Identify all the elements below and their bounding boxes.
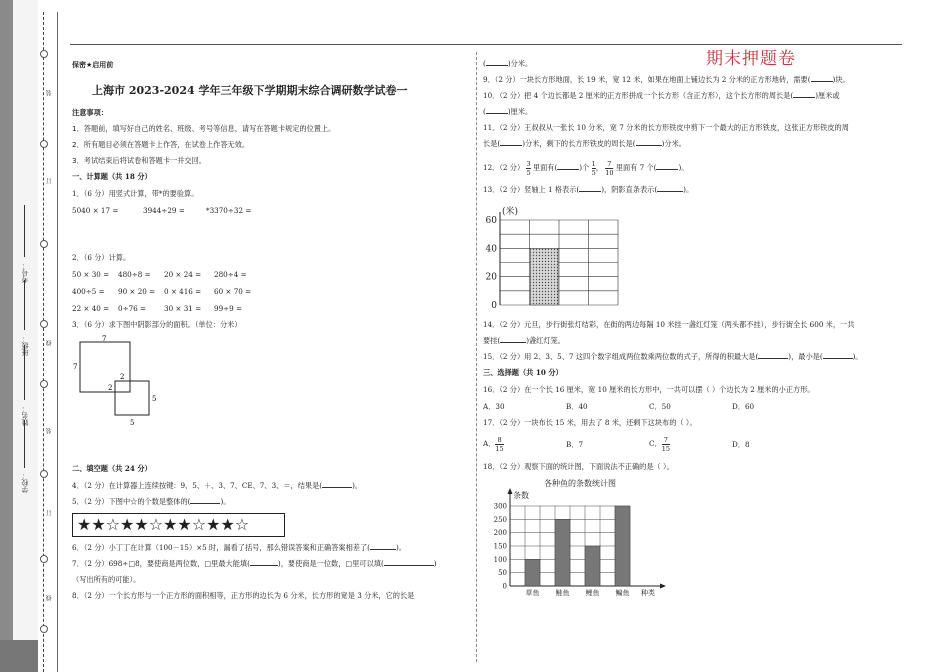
q10-line2: ( )厘米。	[483, 107, 533, 116]
question-7	[72, 559, 437, 568]
q15-text: 15．（2 分）用 2、3、5、7 这四个数字组成两位数乘两位数的式子，所得的积最大是(	[483, 352, 759, 361]
q7-text: 7．（2 分）698÷□8，要使商是两位数，□里最大能填(	[72, 559, 250, 568]
fig-label-mid1: 2	[120, 373, 125, 381]
answer-blank[interactable]	[657, 191, 683, 192]
answer-blank[interactable]	[370, 549, 396, 550]
bar-草鱼	[525, 559, 540, 586]
binding-ring	[40, 140, 48, 148]
section-heading: 三、选择题（共 10 分）	[483, 368, 563, 377]
q6-tail: )。	[395, 543, 406, 552]
note-item: 1．答题前，填写好自己的姓名、班级、考号等信息，请写在答题卡规定的位置上。	[72, 124, 336, 133]
question-1: 1．（6 分）用竖式计算，带*的要验算。	[72, 189, 199, 198]
q12-text-c: )个	[579, 163, 590, 172]
answer-blank[interactable]	[811, 81, 833, 82]
area-figure	[70, 332, 170, 432]
q1-item: 3944÷29 =	[143, 206, 185, 215]
fraction	[495, 436, 503, 453]
answer-blank[interactable]	[486, 113, 508, 114]
question-3: 3．（6 分）求下图中阴影部分的面积。（单位：分米）	[72, 320, 242, 329]
q5-text: 5．（2 分）下图中☆的个数是整体的(	[72, 497, 191, 506]
x-axis-label: 种类	[641, 589, 655, 597]
question-5	[72, 497, 230, 506]
q5-tail: )。	[220, 497, 231, 506]
x-category-label: 鳊鱼	[615, 589, 630, 597]
binding-ring	[40, 625, 48, 633]
binding-ring	[40, 380, 48, 388]
fraction-num: 1	[591, 159, 596, 168]
y-tick-label: 200	[493, 529, 507, 538]
q14-text-b: 要挂(	[483, 336, 501, 345]
grid-bar-chart	[478, 200, 628, 312]
question-6	[72, 543, 406, 552]
q12-tail: )。	[678, 163, 689, 172]
q2-cell: 30 × 31 =	[164, 304, 202, 313]
note-item: 2．所有题目必须在答题卡上作答，在试卷上作答无效。	[72, 140, 250, 149]
question-9	[483, 75, 850, 84]
notes-heading: 注意事项：	[72, 108, 108, 117]
class-label: 班级：	[21, 335, 29, 356]
q10-tail: )厘米。	[507, 107, 533, 116]
binding-ring	[40, 470, 48, 478]
overlap-region	[115, 381, 130, 392]
school-underline	[24, 420, 25, 468]
name-label: 姓名：	[21, 405, 29, 426]
y-tick-label: 20	[485, 272, 497, 283]
binding-ring	[40, 240, 48, 248]
q9-text: 9．（2 分）一块长方形地面，长 19 米，宽 12 米，如果在地面上铺边长为 2 分米的正方形地砖，需要(	[483, 75, 811, 84]
bar-1	[531, 248, 559, 305]
q12-comma: ，	[595, 163, 603, 172]
section-heading: 二、填空题（共 24 分）	[72, 464, 152, 473]
q2-cell: 0÷76 =	[118, 304, 147, 313]
q10-text-b: )厘米或	[815, 91, 840, 100]
exam-number-label: 考号：	[21, 262, 29, 283]
q2-cell: 50 × 30 =	[72, 270, 110, 279]
fraction	[662, 436, 670, 453]
answer-blank[interactable]	[190, 503, 220, 504]
y-tick-label: 40	[485, 244, 497, 255]
bar-鲤鱼	[585, 546, 600, 586]
class-underline	[24, 280, 25, 330]
q7-text-c: )	[433, 559, 437, 568]
q2-cell: 20 × 24 =	[164, 270, 202, 279]
bar-鳊鱼	[615, 506, 630, 586]
question-4	[72, 481, 362, 490]
answer-blank[interactable]	[500, 342, 526, 343]
fraction-den: 5	[591, 168, 596, 177]
answer-blank[interactable]	[250, 565, 278, 566]
answer-blank[interactable]	[486, 65, 508, 66]
y-tick-label: 0	[502, 582, 507, 591]
q7-text-b: )，要使商是一位数，□里可以填(	[277, 559, 384, 568]
q6-text: 6．（2 分）小丁丁在计算（100－15）×5 时，漏看了括号，那么错误答案和正确答案相差了(	[72, 543, 370, 552]
option-c[interactable]	[649, 434, 670, 454]
q4-text: 4．（2 分）在计算器上连续按键：9、5、＋、3、7、CE、7、3、＝，结果是(	[72, 481, 323, 490]
option-a[interactable]: A．30	[483, 402, 505, 411]
stamp-text: 期末押题卷	[706, 49, 796, 69]
q13-text: 13．（2 分）竖轴上 1 格表示(	[483, 185, 580, 194]
fraction-num: 8	[495, 436, 503, 445]
q2-cell: 480÷8 =	[118, 270, 151, 279]
seal-char: 装	[46, 90, 53, 96]
fraction-num: 7	[662, 436, 670, 445]
y-tick-label: 150	[493, 542, 507, 551]
q4-tail: )。	[352, 481, 363, 490]
seal-char: 线	[46, 595, 53, 601]
option-letter: C．	[649, 439, 662, 448]
question-13	[483, 185, 693, 194]
q11-tail: )分米。	[661, 139, 686, 148]
note-item: 3．考试结束后将试卷和答题卡一并交回。	[72, 156, 206, 165]
q11-line2	[483, 139, 686, 148]
fig-label-top: 7	[102, 335, 107, 343]
q14-tail: )盏红灯笼。	[526, 336, 565, 345]
y-axis-arrow	[508, 488, 513, 494]
seal-char: 装	[46, 428, 53, 434]
bar-鲢鱼	[555, 519, 570, 586]
question-17: 17．（2 分）一块布长 15 米，用去了 8 米，还剩下这块布的（ ）。	[483, 418, 697, 427]
answer-blank[interactable]	[557, 169, 579, 170]
answer-blank[interactable]	[823, 358, 853, 359]
q2-cell: 99÷9 =	[214, 304, 243, 313]
seal-char: 订	[46, 178, 53, 184]
fraction-num: 3	[526, 159, 531, 168]
q2-cell: 60 × 70 =	[214, 287, 252, 296]
question-14: 14．（2 分）元旦，步行街张灯结彩，在街的两边每隔 10 米挂一盏红灯笼（两头都不挂），步行街全长 600 米，一共	[483, 320, 855, 329]
x-category-label: 鲤鱼	[585, 589, 600, 597]
binding-strip-edge	[0, 0, 13, 672]
fraction	[605, 160, 613, 177]
answer-blank[interactable]	[758, 358, 788, 359]
question-8: 8．（2 分）一个长方形与一个正方形的面积相等，正方形的边长为 6 分米，长方形的宽是 3 分米，它的长是	[72, 591, 415, 600]
stars-row: ★★☆★★☆★★☆★★☆	[77, 515, 250, 534]
fig-label-mid2: 2	[108, 384, 113, 392]
y-tick-label: 300	[493, 502, 507, 511]
y-tick-label: 0	[491, 301, 497, 311]
y-axis-label: (米)	[502, 207, 519, 217]
fig-label-left: 7	[73, 363, 78, 371]
binding-ring	[40, 320, 48, 328]
fig-label-right: 5	[152, 395, 157, 403]
option-a[interactable]	[483, 434, 504, 454]
exam-number-underline	[24, 205, 25, 257]
q2-cell: 22 × 40 =	[72, 304, 110, 313]
x-axis-arrow	[660, 584, 666, 589]
confidential-label: 保密★启用前	[72, 61, 114, 69]
y-tick-label: 250	[493, 515, 507, 524]
option-d[interactable]: D．8	[732, 440, 750, 449]
fig-label-bottom: 5	[130, 419, 135, 427]
q8-tail-text: )分米。	[507, 59, 533, 68]
question-18: 18．（2 分）观察下面的统计图，下面说法不正确的是（ ）。	[483, 462, 674, 471]
chart-title: 各种鱼的条数统计图	[544, 479, 616, 488]
fish-bar-chart	[480, 476, 680, 600]
question-16: 16．（2 分）在一个长 16 厘米，宽 10 厘米的长方形中，一共可以摆（ ）个边长为 2 厘米的小正方形。	[483, 385, 815, 394]
answer-blank[interactable]	[579, 191, 601, 192]
answer-blank[interactable]	[656, 169, 678, 170]
q15-tail: )。	[852, 352, 863, 361]
cut-line	[43, 12, 44, 672]
y-tick-label: 100	[493, 555, 507, 564]
q11-text-c: )分米，剩下的长方形铁皮的周长是(	[522, 139, 636, 148]
seal-char: 订	[46, 510, 53, 516]
q15-text-b: )，最小是(	[788, 352, 823, 361]
binding-line	[57, 12, 58, 672]
q1-item: *3370÷32 =	[206, 206, 252, 215]
fraction-num: 7	[605, 160, 613, 169]
fraction-den: 15	[495, 444, 504, 453]
option-c[interactable]: C．50	[649, 402, 671, 411]
school-label: 学校：	[21, 472, 29, 493]
answer-blank[interactable]	[636, 145, 662, 146]
q13-tail: )。	[683, 185, 694, 194]
q13-text-b: )，阴影直条表示(	[601, 185, 658, 194]
question-2: 2．（6 分）计算。	[72, 253, 131, 262]
y-tick-label: 60	[485, 216, 497, 226]
column-divider	[476, 52, 477, 662]
answer-blank[interactable]	[793, 97, 815, 98]
section-heading: 一、计算题（共 18 分）	[72, 172, 152, 181]
q7-note: （写出所有的可能）。	[72, 575, 141, 584]
q12-text-b: 里面有(	[532, 163, 558, 172]
answer-blank[interactable]	[322, 487, 352, 488]
x-category-label: 鲢鱼	[555, 589, 570, 597]
answer-blank[interactable]	[384, 565, 434, 566]
q9-tail: )块。	[832, 75, 850, 84]
question-15	[483, 352, 863, 361]
option-b[interactable]: B．7	[566, 440, 584, 449]
binding-strip-footer	[0, 640, 38, 672]
q2-cell: 0 × 416 =	[164, 287, 202, 296]
y-axis-label: 条数	[513, 491, 529, 500]
q11-text-b: 长是(	[483, 139, 501, 148]
answer-blank[interactable]	[500, 145, 522, 146]
q12-text: 12．（2 分）	[483, 163, 525, 172]
q1-item: 5040 × 17 =	[72, 206, 119, 215]
fraction-den: 5	[526, 168, 531, 177]
q8-tail: ( )分米。	[483, 59, 533, 68]
binding-ring	[40, 50, 48, 58]
fraction-den: 15	[661, 444, 670, 453]
q2-cell: 90 × 20 =	[118, 287, 156, 296]
option-d[interactable]: D．60	[732, 402, 755, 411]
question-11: 11．（2 分）王叔叔从一张长 10 分米，宽 7 分米的长方形铁皮中剪下一个最大的正方形铁皮，这张正方形铁皮的周	[483, 123, 849, 132]
page-title: 上海市 2023-2024 学年三年级下学期期末综合调研数学试卷一	[92, 84, 408, 97]
q2-cell: 400÷5 =	[72, 287, 105, 296]
q2-cell: 280÷4 =	[214, 270, 247, 279]
q14-line2	[483, 336, 565, 345]
stars-box	[72, 513, 285, 537]
binding-ring	[40, 555, 48, 563]
q12-text-e: 里面有 7 个(	[615, 163, 657, 172]
q10-text: 10．（2 分）把 4 个边长都是 2 厘米的正方形拼成一个长方形（含正方形），这个长方形的周长是(	[483, 91, 794, 100]
question-10	[483, 91, 840, 100]
fraction-den: 10	[605, 168, 614, 177]
seal-char: 线	[46, 340, 53, 346]
option-letter: A．	[483, 439, 496, 448]
option-b[interactable]: B．40	[566, 402, 588, 411]
x-category-label: 草鱼	[525, 589, 540, 597]
fraction	[526, 160, 530, 177]
y-tick-label: 50	[498, 569, 507, 578]
question-12	[483, 158, 688, 178]
